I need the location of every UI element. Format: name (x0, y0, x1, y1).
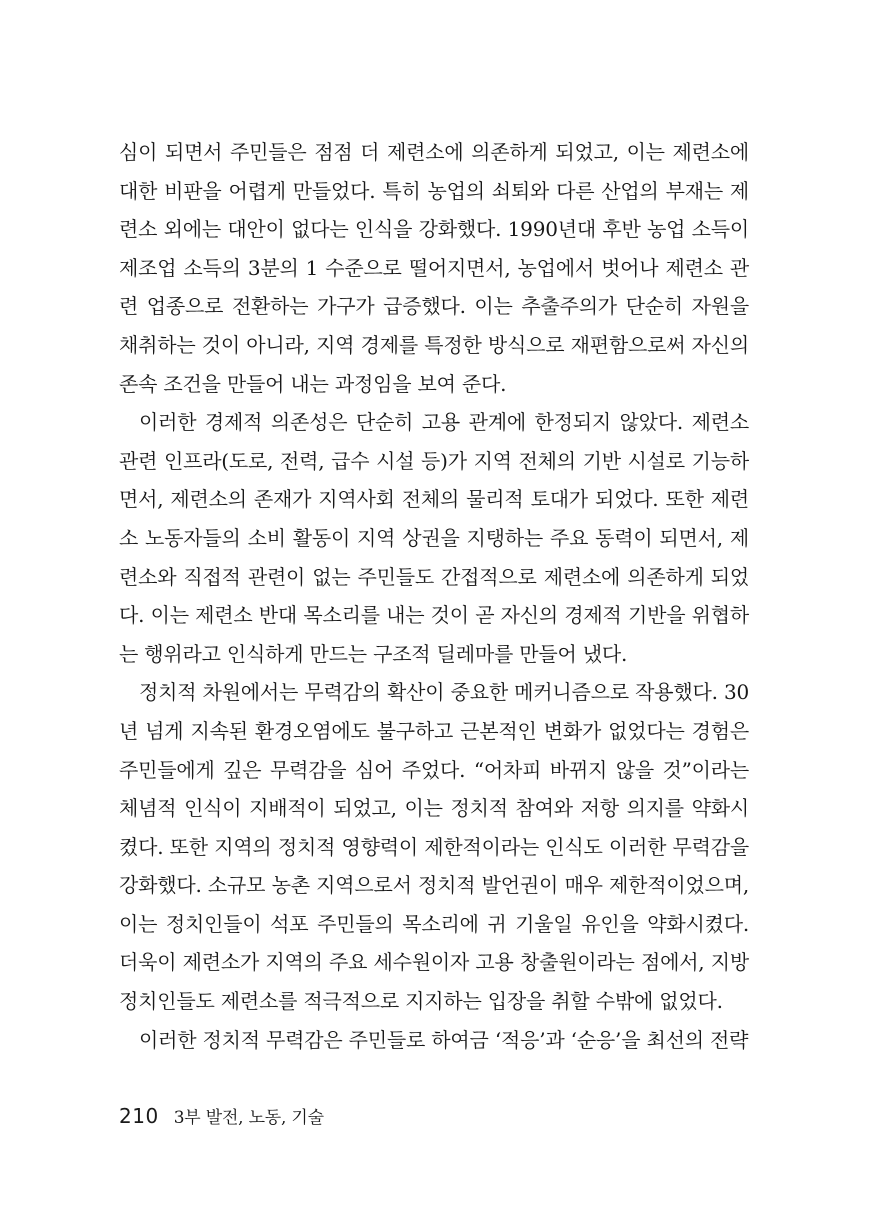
page-footer (119, 1103, 324, 1128)
body-text-block (119, 133, 749, 1059)
paragraph: 정치적 차원에서는 무력감의 확산이 중요한 메커니즘으로 작용했다. 30년 넘게 지속된 환경오염에도 불구하고 근본적인 변화가 없었다는 경험은 주민들에게 깊은 무력감을 심어 주었다. “어차피 바뀌지 않을 것”이라는 체념적 인식이 지배적이 되었고, 이는 정치적 참여와 저항 의지를 약화시켰다. 또한 지역의 정치적 영향력이 제한적이라는 인식도 이러한 무력감을 강화했다. 소규모 농촌 지역으로서 정치적 발언권이 매우 제한적이었으며, 이는 정치인들이 석포 주민들의 목소리에 귀 기울일 유인을 약화시켰다. 더욱이 제련소가 지역의 주요 세수원이자 고용 창출원이라는 점에서, 지방 정치인들도 제련소를 적극적으로 지지하는 입장을 취할 수밖에 없었다. (119, 680, 749, 1014)
footer-section-title: 3부 발전, 노동, 기술 (173, 1108, 324, 1128)
paragraph: 이러한 경제적 의존성은 단순히 고용 관계에 한정되지 않았다. 제련소 관련 인프라(도로, 전력, 급수 시설 등)가 지역 전체의 기반 시설로 기능하면서, 제련소의 존재가 지역사회 전체의 물리적 토대가 되었다. 또한 제련소 노동자들의 소비 활동이 지역 상권을 지탱하는 주요 동력이 되면서, 제련소와 직접적 관련이 없는 주민들도 간접적으로 제련소에 의존하게 되었다. 이는 제련소 반대 목소리를 내는 것이 곧 자신의 경제적 기반을 위협하는 행위라고 인식하게 만드는 구조적 딜레마를 만들어 냈다. (119, 410, 749, 666)
paragraph-continuation: 심이 되면서 주민들은 점점 더 제련소에 의존하게 되었고, 이는 제련소에 대한 비판을 어렵게 만들었다. 특히 농업의 쇠퇴와 다른 산업의 부재는 제련소 외에는 대안이 없다는 인식을 강화했다. 1990년대 후반 농업 소득이 제조업 소득의 3분의 1 수준으로 떨어지면서, 농업에서 벗어나 제련소 관련 업종으로 전환하는 가구가 급증했다. 이는 추출주의가 단순히 자원을 채취하는 것이 아니라, 지역 경제를 특정한 방식으로 재편함으로써 자신의 존속 조건을 만들어 내는 과정임을 보여 준다. (119, 140, 749, 396)
page-number: 210 (119, 1104, 159, 1128)
paragraph: 이러한 정치적 무력감은 주민들로 하여금 ‘적응’과 ‘순응’을 최선의 전략 (139, 1027, 749, 1052)
